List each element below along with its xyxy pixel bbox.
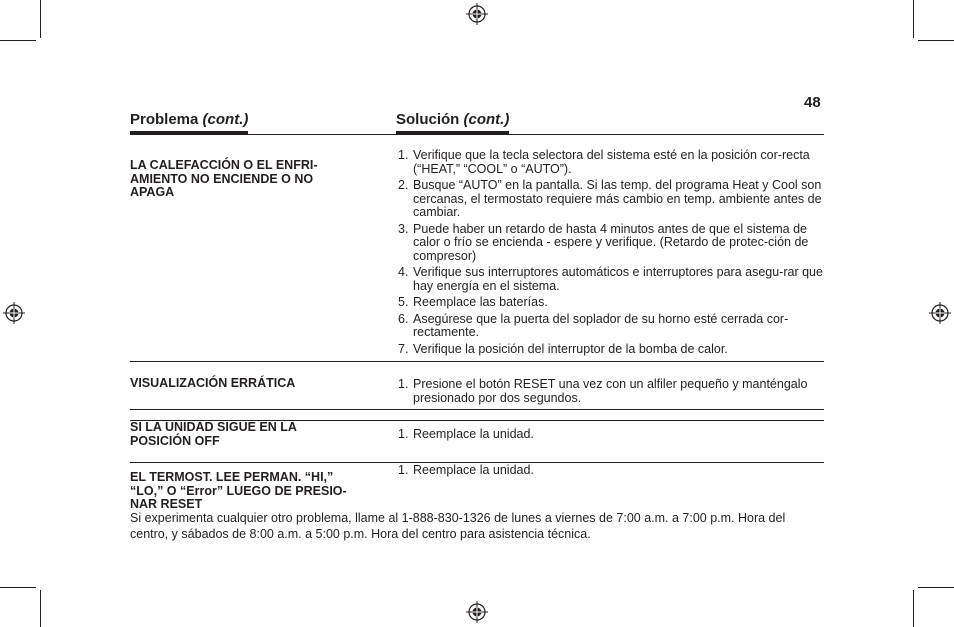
solution-number: 5. — [398, 295, 409, 309]
solution-list — [396, 378, 824, 408]
problem-column-header — [130, 111, 248, 134]
problem-text: VISUALIZACIÓN ERRÁTICA — [130, 376, 296, 390]
solution-list — [396, 428, 824, 445]
solution-number: 6. — [398, 311, 409, 326]
solution-number: 1. — [398, 427, 409, 441]
solution-item — [396, 428, 824, 442]
solution-text: Verifique la posición del interruptor de la bomba de calor. — [413, 341, 728, 356]
problem-text: EL TERMOST. LEE PERMAN. “HI,” “LO,” O “Error” LUEGO DE PRESIO- NAR RESET — [130, 470, 347, 511]
solution-item — [396, 296, 824, 310]
solution-text: Verifique que la tecla selectora del sistema esté en la posición cor-recta (“HEAT,” “COOL” o “AUTO”). — [413, 148, 810, 176]
solution-column-header — [396, 111, 509, 134]
solution-text: Busque “AUTO” en la pantalla. Si las temp. del programa Heat y Cool son cercanas, el termostato requiere más cambio en temp. ambiente antes de cambiar. — [413, 178, 822, 219]
crop-mark — [0, 40, 36, 41]
crop-mark — [40, 0, 41, 38]
solution-item — [396, 223, 824, 264]
crop-mark — [918, 40, 954, 41]
crop-mark — [40, 590, 41, 627]
solution-header-suffix: (cont.) — [463, 111, 510, 128]
solution-header-label: Solución — [396, 111, 460, 128]
solution-number: 3. — [398, 221, 409, 236]
solution-list — [396, 149, 824, 359]
solution-item — [396, 313, 824, 340]
solution-text: Presione el botón RESET una vez con un alfiler pequeño y manténgalo presionado por dos segundos. — [413, 377, 808, 405]
registration-mark-icon — [466, 3, 488, 25]
crop-mark — [913, 0, 914, 38]
problem-header-suffix: (cont.) — [202, 111, 249, 128]
crop-mark — [913, 590, 914, 627]
solution-item — [396, 179, 824, 220]
solution-text: Reemplace la unidad. — [413, 427, 534, 441]
registration-mark-icon — [929, 302, 951, 324]
support-note: Si experimenta cualquier otro problema, llame al 1-888-830-1326 de lunes a viernes de 7:00 a.m. a 7:00 p.m. Hora del centro, y sábados de 8:00 a.m. a 5:00 p.m. Hora del centro para asistencia técnica. — [130, 511, 786, 541]
solution-number: 2. — [398, 178, 409, 192]
solution-item — [396, 266, 824, 293]
solution-text: Puede haber un retardo de hasta 4 minutos antes de que el sistema de calor o frío se encienda - espere y verifique. (Retardo de protec-ción de compresor) — [413, 221, 809, 263]
solution-item — [396, 149, 824, 176]
solution-number: 7. — [398, 341, 409, 356]
solution-number: 1. — [398, 377, 409, 391]
problem-text: SI LA UNIDAD SIGUE EN LA POSICIÓN OFF — [130, 420, 297, 448]
solution-list — [396, 464, 824, 481]
header-rule — [130, 134, 824, 135]
problem-text: LA CALEFACCIÓN O EL ENFRI- AMIENTO NO ENCIENDE O NO APAGA — [130, 158, 318, 199]
solution-text: Reemplace las baterías. — [413, 295, 548, 309]
registration-mark-icon — [466, 601, 488, 623]
solution-item — [396, 464, 824, 478]
solution-text: Verifique sus interruptores automáticos e interruptores para asegu-rar que hay energía en el sistema. — [413, 265, 823, 293]
registration-mark-icon — [3, 302, 25, 324]
solution-text: Reemplace la unidad. — [413, 463, 534, 477]
solution-number: 4. — [398, 265, 409, 279]
solution-item — [396, 343, 824, 357]
solution-number: 1. — [398, 148, 409, 162]
page-number: 48 — [804, 94, 821, 111]
crop-mark — [918, 587, 954, 588]
solution-number: 1. — [398, 463, 409, 477]
problem-header-label: Problema — [130, 111, 199, 128]
row-divider — [130, 409, 824, 410]
row-divider — [130, 361, 824, 362]
solution-text: Asegúrese que la puerta del soplador de su horno esté cerrada cor-rectamente. — [413, 311, 789, 339]
solution-item — [396, 378, 824, 405]
crop-mark — [0, 587, 36, 588]
